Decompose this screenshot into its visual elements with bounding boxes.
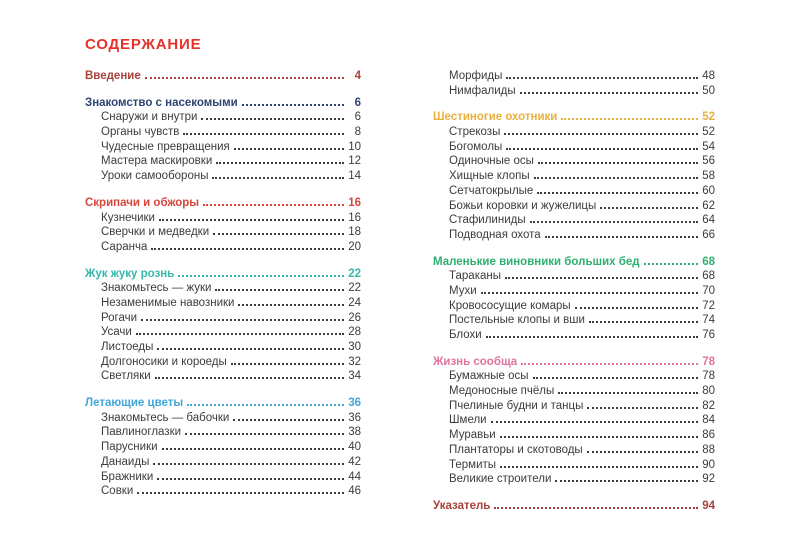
toc-item	[433, 458, 715, 473]
leader-dots	[162, 448, 344, 450]
toc-item	[85, 296, 361, 311]
leader-dots	[213, 233, 344, 235]
toc-entry-label: Нимфалиды	[449, 84, 516, 97]
toc-page-number: 70	[702, 284, 715, 297]
toc-page-number: 46	[348, 485, 361, 498]
toc-entry-label: Шмели	[449, 414, 487, 427]
toc-entry-label: Парусники	[101, 441, 158, 454]
toc-page-number: 84	[702, 414, 715, 427]
toc-item	[433, 428, 715, 443]
leader-dots	[505, 277, 698, 279]
toc-page-number: 60	[702, 184, 715, 197]
leader-dots	[644, 263, 698, 265]
toc-item	[433, 84, 715, 99]
toc-page-number: 76	[702, 329, 715, 341]
leader-dots	[537, 192, 698, 194]
leader-dots	[216, 162, 344, 164]
toc-section	[85, 267, 361, 385]
toc-entry-label: Павлиноглазки	[101, 426, 182, 439]
leader-dots	[587, 407, 698, 409]
toc-column-left	[85, 69, 361, 514]
toc-page-number: 78	[702, 370, 715, 383]
toc-item	[85, 355, 361, 370]
toc-entry-label: Указатель	[433, 499, 491, 512]
leader-dots	[491, 421, 698, 423]
leader-dots	[231, 363, 344, 365]
toc-section	[85, 69, 361, 84]
toc-item	[85, 281, 361, 296]
toc-entry-label: Муравьи	[449, 429, 496, 442]
toc-entry-label: Маленькие виновники больших бед	[433, 255, 640, 268]
toc-item	[85, 110, 361, 125]
toc-page-number: 24	[348, 296, 361, 309]
toc-item	[85, 311, 361, 326]
leader-dots	[506, 148, 698, 150]
toc-item	[85, 125, 361, 140]
toc-entry-label: Бумажные осы	[449, 370, 529, 383]
leader-dots	[486, 336, 698, 338]
toc-page-number: 8	[354, 126, 361, 139]
toc-page-number: 44	[348, 470, 361, 483]
toc-page-number: 36	[348, 411, 361, 424]
toc-entry-label: Хищные клопы	[449, 170, 530, 183]
toc-item	[85, 140, 361, 155]
toc-entry-label: Термиты	[449, 458, 497, 471]
leader-dots	[155, 377, 344, 379]
toc-section-header	[433, 110, 715, 125]
toc-section-header	[85, 267, 361, 282]
toc-item	[433, 125, 715, 140]
toc-item	[433, 284, 715, 299]
leader-dots	[203, 204, 344, 206]
toc-entry-label: Светляки	[101, 370, 151, 383]
toc-page-number: 42	[348, 455, 361, 468]
toc-entry-label: Жук жуку рознь	[85, 267, 175, 280]
toc-entry-label: Блохи	[449, 329, 482, 341]
toc-columns	[85, 69, 715, 514]
leader-dots	[587, 451, 698, 453]
toc-item	[433, 399, 715, 414]
toc-entry-label: Знакомьтесь — жуки	[101, 282, 212, 295]
toc-section-header	[433, 499, 715, 514]
leader-dots	[137, 492, 344, 494]
page-title: СОДЕРЖАНИЕ	[85, 36, 202, 53]
leader-dots	[159, 219, 344, 221]
toc-entry-label: Усачи	[101, 326, 132, 339]
toc-item	[433, 384, 715, 399]
toc-entry-label: Летающие цветы	[85, 397, 184, 410]
toc-item	[433, 413, 715, 428]
toc-item	[433, 269, 715, 284]
toc-page-number: 36	[348, 397, 361, 410]
toc-entry-label: Пчелиные будни и танцы	[449, 399, 584, 412]
toc-page-number: 40	[348, 441, 361, 454]
toc-section	[85, 396, 361, 499]
toc-item	[85, 411, 361, 426]
toc-entry-label: Скрипачи и обжоры	[85, 196, 200, 209]
toc-page-number: 82	[702, 399, 715, 412]
toc-entry-label: Бражники	[101, 470, 154, 483]
leader-dots	[178, 275, 344, 277]
toc-section	[433, 255, 715, 343]
toc-section	[433, 355, 715, 487]
toc-entry-label: Стрекозы	[449, 126, 501, 139]
leader-dots	[504, 133, 698, 135]
toc-entry-label: Совки	[101, 485, 134, 498]
toc-page-number: 92	[702, 473, 715, 486]
leader-dots	[157, 478, 344, 480]
leader-dots	[153, 463, 344, 465]
toc-entry-label: Рогачи	[101, 311, 138, 324]
toc-entry-label: Великие строители	[449, 473, 552, 486]
toc-entry-label: Шестиногие охотники	[433, 111, 558, 124]
toc-column-right	[433, 69, 715, 514]
toc-entry-label: Незаменимые навозники	[101, 296, 235, 309]
toc-page-number: 20	[348, 240, 361, 253]
toc-page-number: 80	[702, 385, 715, 398]
toc-entry-label: Уроки самообороны	[101, 170, 209, 183]
toc-item	[433, 369, 715, 384]
toc-page-number: 50	[702, 84, 715, 97]
leader-dots	[521, 363, 698, 365]
toc-page-number: 78	[702, 355, 715, 368]
leader-dots	[201, 118, 344, 120]
toc-entry-label: Мастера маскировки	[101, 155, 213, 168]
toc-item	[433, 199, 715, 214]
toc-section-header	[433, 255, 715, 270]
leader-dots	[215, 289, 344, 291]
toc-entry-label: Снаружи и внутри	[101, 111, 198, 124]
toc-entry-label: Плантаторы и скотоводы	[449, 443, 583, 456]
toc-page-number: 34	[348, 370, 361, 383]
toc-entry-label: Введение	[85, 70, 141, 82]
toc-page-number: 38	[348, 426, 361, 439]
leader-dots	[533, 377, 698, 379]
toc-entry-label: Подводная охота	[449, 228, 541, 241]
leader-dots	[145, 77, 344, 79]
leader-dots	[185, 433, 344, 435]
toc-page-number: 68	[702, 255, 715, 268]
toc-entry-label: Мухи	[449, 284, 477, 297]
toc-entry-label: Богомолы	[449, 140, 503, 153]
toc-page-number: 22	[348, 267, 361, 280]
toc-page-number: 14	[348, 170, 361, 183]
toc-page-number: 10	[348, 140, 361, 153]
toc-entry-label: Саранча	[101, 240, 148, 253]
toc-entry-label: Сверчки и медведки	[101, 226, 210, 239]
toc-page-number: 48	[702, 70, 715, 82]
leader-dots	[136, 333, 344, 335]
toc-item	[85, 240, 361, 255]
toc-page-number: 54	[702, 140, 715, 153]
toc-item	[433, 299, 715, 314]
toc-page-number: 90	[702, 458, 715, 471]
leader-dots	[481, 292, 698, 294]
leader-dots	[141, 319, 344, 321]
leader-dots	[151, 248, 344, 250]
toc-entry-label: Листоеды	[101, 341, 154, 353]
toc-item	[85, 169, 361, 184]
leader-dots	[242, 104, 344, 106]
toc-section	[433, 69, 715, 98]
toc-section	[433, 499, 715, 514]
leader-dots	[183, 133, 344, 135]
toc-page-number: 6	[354, 96, 361, 109]
toc-page-number: 32	[348, 355, 361, 368]
toc-item	[433, 213, 715, 228]
toc-page-number: 66	[702, 228, 715, 241]
toc-page-number: 74	[702, 314, 715, 327]
toc-page-number: 52	[702, 111, 715, 124]
toc-item	[85, 440, 361, 455]
toc-section-header	[433, 355, 715, 370]
leader-dots	[520, 92, 698, 94]
toc-entry-label: Долгоносики и короеды	[101, 355, 227, 368]
toc-page-number: 94	[702, 499, 715, 512]
toc-page-number: 72	[702, 299, 715, 312]
toc-entry-label: Данаиды	[101, 455, 150, 468]
leader-dots	[238, 304, 344, 306]
toc-entry-label: Божьи коровки и жужелицы	[449, 199, 597, 212]
leader-dots	[575, 307, 698, 309]
leader-dots	[187, 404, 344, 406]
toc-entry-label: Стафилиниды	[449, 214, 526, 227]
toc-item	[85, 455, 361, 470]
toc-section-header	[85, 396, 361, 411]
toc-entry-label: Чудесные превращения	[101, 140, 230, 153]
toc-entry-label: Медоносные пчёлы	[449, 385, 555, 398]
toc-item	[85, 211, 361, 226]
toc-page-number: 28	[348, 326, 361, 339]
toc-entry-label: Кузнечики	[101, 211, 155, 224]
toc-page-number: 64	[702, 214, 715, 227]
toc-item	[433, 140, 715, 155]
leader-dots	[555, 480, 698, 482]
toc-page-number: 12	[348, 155, 361, 168]
toc-page-number: 30	[348, 341, 361, 353]
leader-dots	[561, 118, 698, 120]
toc-item	[433, 184, 715, 199]
toc-page-number: 6	[354, 111, 361, 124]
toc-page-number: 56	[702, 155, 715, 168]
toc-section	[85, 96, 361, 184]
toc-entry-label: Постельные клопы и вши	[449, 314, 585, 327]
leader-dots	[494, 507, 698, 509]
toc-entry-label: Одиночные осы	[449, 155, 534, 168]
toc-item	[85, 425, 361, 440]
toc-page-number: 86	[702, 429, 715, 442]
leader-dots	[157, 348, 344, 350]
toc-page-number: 62	[702, 199, 715, 212]
toc-page-number: 52	[702, 126, 715, 139]
toc-item	[85, 369, 361, 384]
toc-page-number: 88	[702, 443, 715, 456]
toc-page-number: 16	[348, 196, 361, 209]
toc-entry-label: Тараканы	[449, 270, 501, 283]
toc-page-number: 18	[348, 226, 361, 239]
leader-dots	[558, 392, 698, 394]
toc-section-header	[85, 96, 361, 111]
toc-item	[85, 484, 361, 499]
toc-item	[433, 228, 715, 243]
toc-entry-label: Жизнь сообща	[433, 355, 518, 368]
toc-item	[433, 328, 715, 343]
leader-dots	[506, 77, 698, 79]
toc-page-number: 16	[348, 211, 361, 224]
leader-dots	[600, 207, 698, 209]
leader-dots	[530, 221, 698, 223]
toc-section-header	[85, 69, 361, 84]
toc-entry-label: Кровососущие комары	[449, 299, 571, 312]
leader-dots	[538, 162, 698, 164]
toc-page-number: 68	[702, 270, 715, 283]
toc-item	[85, 340, 361, 355]
toc-page-number: 4	[354, 70, 361, 82]
toc-entry-label: Морфиды	[449, 70, 503, 82]
leader-dots	[500, 436, 698, 438]
leader-dots	[233, 419, 344, 421]
toc-page-number: 22	[348, 282, 361, 295]
toc-item	[85, 325, 361, 340]
toc-item	[433, 169, 715, 184]
toc-page-number: 58	[702, 170, 715, 183]
toc-section	[433, 110, 715, 242]
toc-item	[85, 225, 361, 240]
leader-dots	[500, 466, 698, 468]
leader-dots	[212, 177, 344, 179]
leader-dots	[534, 177, 698, 179]
toc-item	[433, 154, 715, 169]
toc-item	[85, 154, 361, 169]
toc-item	[433, 69, 715, 84]
toc-section-header	[85, 196, 361, 211]
toc-entry-label: Знакомство с насекомыми	[85, 96, 238, 109]
toc-section	[85, 196, 361, 255]
toc-page-number: 26	[348, 311, 361, 324]
toc-entry-label: Сетчатокрылые	[449, 184, 534, 197]
toc-entry-label: Знакомьтесь — бабочки	[101, 411, 230, 424]
leader-dots	[234, 148, 344, 150]
toc-entry-label: Органы чувств	[101, 126, 180, 139]
toc-content	[85, 36, 715, 514]
toc-item	[433, 313, 715, 328]
toc-item	[85, 470, 361, 485]
toc-item	[433, 472, 715, 487]
leader-dots	[545, 236, 698, 238]
toc-item	[433, 443, 715, 458]
leader-dots	[589, 321, 698, 323]
